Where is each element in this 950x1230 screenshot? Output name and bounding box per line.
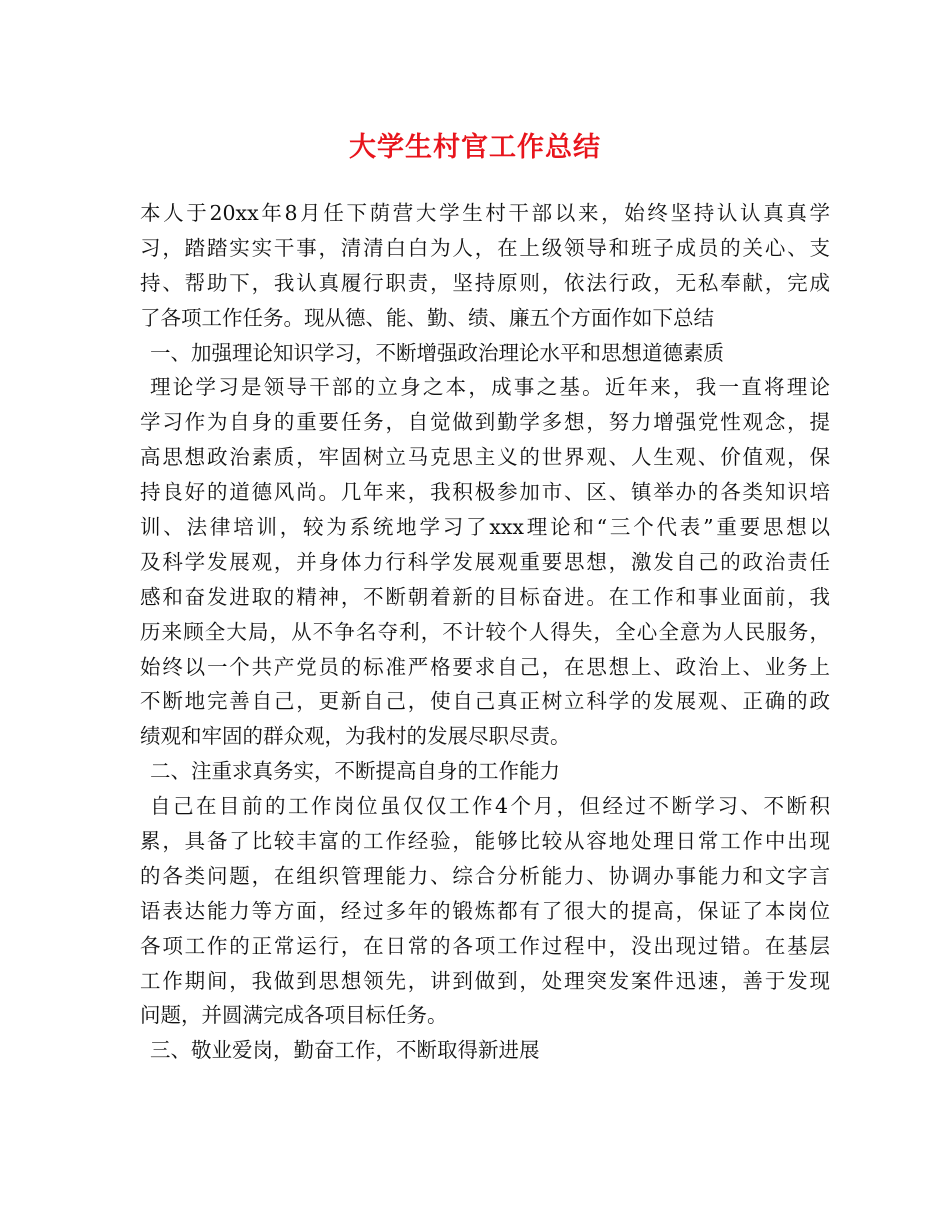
paragraph-line: 持良好的道德风尚。几年来，我积极参加市、区、镇举办的各类知识培 bbox=[140, 480, 830, 505]
paragraph-line: 训、法律培训，较为系统地学习了xxx理论和“三个代表”重要思想以 bbox=[140, 515, 830, 540]
paragraph-line: 理论学习是领导干部的立身之本，成事之基。近年来，我一直将理论 bbox=[150, 375, 830, 400]
document-title: 大学生村官工作总结 bbox=[349, 132, 601, 163]
section-heading: 一、加强理论知识学习，不断增强政治理论水平和思想道德素质 bbox=[150, 340, 724, 365]
document-body bbox=[140, 196, 830, 1068]
paragraph-line: 语表达能力等方面，经过多年的锻炼都有了很大的提高，保证了本岗位 bbox=[140, 898, 830, 923]
paragraph-line: 自己在目前的工作岗位虽仅仅工作4个月，但经过不断学习、不断积 bbox=[150, 794, 830, 819]
paragraph-line: 不断地完善自己，更新自己，使自己真正树立科学的发展观、正确的政 bbox=[140, 689, 830, 714]
paragraph-line: 问题，并圆满完成各项目标任务。 bbox=[140, 1003, 448, 1028]
paragraph-line: 本人于20xx年8月任下荫营大学生村干部以来，始终坚持认认真真学 bbox=[140, 201, 830, 225]
paragraph-line: 了各项工作任务。现从德、能、勤、绩、廉五个方面作如下总结 bbox=[140, 305, 714, 330]
paragraph-line: 持、帮助下，我认真履行职责，坚持原则，依法行政，无私奉献，完成 bbox=[140, 270, 830, 295]
paragraph-line: 历来顾全大局，从不争名夺利，不计较个人得失，全心全意为人民服务， bbox=[140, 619, 830, 644]
paragraph-line: 始终以一个共产党员的标准严格要求自己，在思想上、政治上、业务上 bbox=[140, 654, 830, 679]
paragraph-line: 工作期间，我做到思想领先，讲到做到，处理突发案件迅速，善于发现 bbox=[140, 968, 830, 993]
paragraph-line: 累，具备了比较丰富的工作经验，能够比较从容地处理日常工作中出现 bbox=[140, 829, 830, 854]
section-heading: 三、敬业爱岗，勤奋工作，不断取得新进展 bbox=[150, 1038, 540, 1063]
paragraph-line: 学习作为自身的重要任务，自觉做到勤学多想，努力增强党性观念，提 bbox=[140, 410, 830, 435]
section-heading: 二、注重求真务实，不断提高自身的工作能力 bbox=[150, 759, 560, 784]
paragraph-line: 绩观和牢固的群众观，为我村的发展尽职尽责。 bbox=[140, 724, 571, 749]
paragraph-line: 的各类问题，在组织管理能力、综合分析能力、协调办事能力和文字言 bbox=[140, 863, 830, 888]
paragraph-line: 习，踏踏实实干事，清清白白为人，在上级领导和班子成员的关心、支 bbox=[140, 235, 830, 260]
paragraph-line: 感和奋发进取的精神，不断朝着新的目标奋进。在工作和事业面前，我 bbox=[140, 584, 830, 609]
paragraph-line: 高思想政治素质，牢固树立马克思主义的世界观、人生观、价值观，保 bbox=[140, 445, 830, 470]
paragraph-line: 各项工作的正常运行，在日常的各项工作过程中，没出现过错。在基层 bbox=[140, 933, 830, 958]
paragraph-line: 及科学发展观，并身体力行科学发展观重要思想，激发自己的政治责任 bbox=[140, 549, 830, 574]
